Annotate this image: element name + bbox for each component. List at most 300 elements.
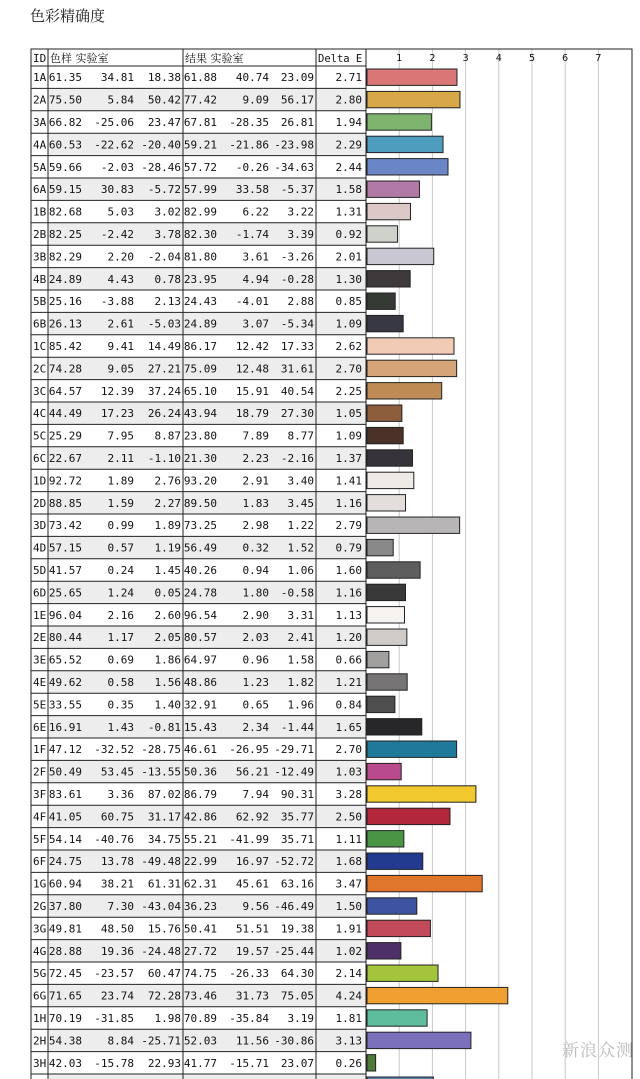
sample-a: 9.41 (107, 340, 134, 353)
delta-e-bar (367, 875, 482, 891)
delta-e-value: 4.24 (335, 989, 362, 1003)
result-b: 64.30 (280, 967, 314, 981)
result-b: -25.44 (274, 944, 314, 958)
sample-b: 87.02 (147, 788, 181, 801)
sample-a: 1.89 (107, 474, 134, 488)
sample-b: 60.47 (147, 967, 181, 981)
sample-a: 0.24 (107, 564, 134, 577)
result-a: 11.56 (235, 1034, 269, 1048)
result-b: 3.40 (287, 474, 314, 488)
delta-e-bar (367, 584, 406, 600)
delta-e-bar (367, 248, 434, 264)
delta-e-value: 1.58 (335, 183, 362, 197)
result-l: 70.89 (183, 1012, 217, 1025)
delta-e-value: 2.01 (335, 250, 362, 264)
result-l: 24.78 (183, 586, 217, 600)
row-id: 6G (33, 989, 47, 1003)
sample-l: 24.75 (48, 855, 82, 869)
row-id: 2F (33, 765, 47, 779)
sample-a: 2.16 (107, 608, 134, 622)
result-l: 40.26 (183, 564, 217, 577)
sample-l: 60.94 (48, 877, 82, 891)
delta-e-bar (367, 114, 431, 130)
result-a: -41.99 (229, 832, 269, 846)
sample-b: 1.98 (154, 1012, 181, 1025)
result-l: 73.25 (183, 519, 217, 533)
delta-e-bar (367, 1010, 427, 1026)
sample-b: 2.76 (154, 474, 181, 488)
result-b: 2.88 (287, 295, 314, 309)
delta-e-value: 1.68 (335, 855, 362, 869)
delta-e-value: 0.79 (335, 541, 362, 555)
delta-e-value: 1.37 (335, 452, 362, 465)
sample-b: 18.38 (147, 71, 181, 85)
sample-l: 61.35 (48, 71, 82, 85)
result-l: 24.43 (183, 295, 217, 309)
result-b: -29.71 (274, 743, 314, 757)
row-id: 5A (33, 160, 47, 174)
sample-a: 34.81 (100, 71, 134, 85)
delta-e-value: 3.13 (335, 1034, 362, 1048)
delta-e-value: 2.14 (335, 967, 362, 981)
result-a: -28.35 (229, 116, 269, 129)
delta-e-bar (367, 427, 403, 443)
delta-e-bar (367, 696, 395, 712)
sample-l: 82.29 (48, 250, 82, 264)
result-a: 1.80 (242, 586, 269, 600)
result-a: 19.57 (235, 944, 269, 958)
row-id: 1E (33, 608, 47, 622)
delta-e-bar (367, 651, 389, 667)
delta-e-bar (367, 607, 405, 623)
sample-l: 25.29 (48, 429, 82, 443)
x-tick-label: 2 (429, 53, 436, 64)
result-l: 59.21 (183, 138, 217, 152)
row-id: 3E (33, 653, 47, 667)
delta-e-bar (367, 1055, 376, 1071)
sample-a: -15.78 (94, 1056, 134, 1070)
sample-l: 92.72 (48, 474, 82, 488)
x-tick-label: 7 (595, 53, 602, 64)
result-a: -15.71 (229, 1056, 269, 1070)
sample-a: 38.21 (100, 877, 134, 891)
sample-l: 16.91 (48, 720, 82, 734)
sample-a: 2.61 (107, 317, 134, 331)
result-b: -34.63 (274, 160, 314, 174)
delta-e-value: 1.09 (335, 429, 362, 443)
sample-l: 83.61 (48, 788, 82, 801)
result-b: 3.39 (287, 228, 314, 241)
result-l: 93.20 (183, 474, 217, 488)
delta-e-bar (367, 831, 404, 847)
sample-a: 19.36 (100, 944, 134, 958)
row-id: 1G (33, 877, 47, 891)
result-a: 2.91 (242, 474, 269, 488)
result-b: 23.07 (280, 1056, 314, 1070)
sample-b: -1.10 (147, 452, 181, 465)
sample-a: -32.52 (94, 743, 134, 757)
delta-e-value: 1.20 (335, 631, 362, 645)
sample-l: 54.14 (48, 832, 82, 846)
result-l: 32.91 (183, 698, 217, 712)
result-b: 1.22 (287, 519, 314, 533)
header-sample-lab: 色样 实验室 (50, 52, 109, 65)
result-b: 3.31 (287, 608, 314, 622)
row-id: 5B (33, 295, 47, 309)
sample-l: 28.88 (48, 944, 82, 958)
sample-l: 59.66 (48, 160, 82, 174)
result-b: 1.96 (287, 698, 314, 712)
result-b: 31.61 (280, 362, 314, 376)
delta-e-value: 1.09 (335, 317, 362, 331)
row-id: 4F (33, 810, 47, 824)
delta-e-value: 1.41 (335, 474, 362, 488)
result-b: 1.58 (287, 653, 314, 667)
result-a: 45.61 (235, 877, 269, 891)
result-b: 90.31 (280, 788, 314, 801)
sample-a: 2.11 (107, 452, 134, 465)
delta-e-value: 0.84 (335, 698, 362, 712)
sample-l: 80.44 (48, 631, 82, 645)
result-l: 62.31 (183, 877, 217, 891)
delta-e-bar (367, 136, 443, 152)
sample-a: 9.05 (107, 362, 134, 376)
delta-e-bar (367, 539, 393, 555)
delta-e-bar (367, 786, 476, 802)
sample-a: 12.39 (100, 384, 134, 398)
sample-l: 25.65 (48, 586, 82, 600)
sample-b: -0.81 (147, 720, 181, 734)
result-l: 86.79 (183, 788, 217, 801)
delta-e-value: 2.70 (335, 362, 362, 376)
result-b: 19.38 (280, 922, 314, 936)
x-tick-label: 6 (562, 53, 569, 64)
result-l: 80.57 (183, 631, 217, 645)
sample-a: 0.58 (107, 676, 134, 689)
header-result-lab: 结果 实验室 (185, 52, 244, 65)
result-l: 96.54 (183, 608, 217, 622)
row-id: 6F (33, 855, 47, 869)
delta-e-value: 1.94 (335, 116, 362, 129)
result-a: 0.65 (242, 698, 269, 712)
delta-e-value: 1.21 (335, 676, 362, 689)
delta-e-bar (367, 360, 457, 376)
sample-b: 0.78 (154, 272, 181, 286)
row-id: 3F (33, 788, 47, 801)
delta-e-value: 1.65 (335, 720, 362, 734)
row-id: 1A (33, 71, 47, 85)
row-id: 2D (33, 496, 47, 510)
x-tick-label: 3 (462, 53, 469, 64)
sample-a: 7.30 (107, 900, 134, 913)
delta-e-value: 0.66 (335, 653, 362, 667)
delta-e-value: 3.28 (335, 788, 362, 801)
result-b: -12.49 (274, 765, 314, 779)
sample-a: 48.50 (100, 922, 134, 936)
sample-a: -23.57 (94, 967, 134, 981)
delta-e-value: 1.03 (335, 765, 362, 779)
result-a: 15.91 (235, 384, 269, 398)
sample-a: 2.20 (107, 250, 134, 264)
sample-b: 1.40 (154, 698, 181, 712)
result-a: 9.09 (242, 93, 269, 107)
delta-e-value: 1.81 (335, 1012, 362, 1025)
result-b: 35.77 (280, 810, 314, 824)
sample-a: -25.06 (94, 116, 134, 129)
sample-a: 17.23 (100, 407, 134, 421)
delta-e-bar (367, 965, 438, 981)
result-a: 16.97 (235, 855, 269, 869)
result-a: 7.89 (242, 429, 269, 443)
sample-l: 41.05 (48, 810, 82, 824)
x-tick-label: 1 (396, 53, 403, 64)
row-id: 2H (33, 1034, 47, 1048)
sample-l: 44.49 (48, 407, 82, 421)
result-b: -0.28 (280, 272, 314, 286)
result-l: 48.86 (183, 676, 217, 689)
delta-e-value: 1.30 (335, 272, 362, 286)
result-l: 50.41 (183, 922, 217, 936)
sample-b: 72.28 (147, 989, 181, 1003)
result-l: 41.77 (183, 1056, 217, 1070)
delta-e-value: 2.50 (335, 810, 362, 824)
sample-b: -49.48 (141, 855, 181, 869)
sample-b: 31.17 (147, 810, 181, 824)
result-a: 40.74 (235, 71, 269, 85)
result-a: 3.07 (242, 317, 269, 331)
delta-e-value: 1.05 (335, 407, 362, 421)
row-id: 3H (33, 1056, 47, 1070)
sample-a: 0.69 (107, 653, 134, 667)
watermark: 新浪众测 (562, 1041, 634, 1061)
sample-l: 72.45 (48, 967, 82, 981)
sample-a: 60.75 (100, 810, 134, 824)
sample-b: 1.56 (154, 676, 181, 689)
sample-l: 74.28 (48, 362, 82, 376)
delta-e-bar (367, 226, 398, 242)
result-a: 9.56 (242, 900, 269, 913)
delta-e-bar (367, 763, 401, 779)
result-l: 56.49 (183, 541, 217, 555)
row-id: 3C (33, 384, 47, 398)
delta-e-bar (367, 405, 402, 421)
sample-a: 3.36 (107, 788, 134, 801)
sample-b: -2.04 (147, 250, 181, 264)
sample-l: 26.13 (48, 317, 82, 331)
delta-e-value: 1.91 (335, 922, 362, 936)
delta-e-value: 1.16 (335, 496, 362, 510)
sample-a: 5.84 (107, 93, 134, 107)
delta-e-value: 1.50 (335, 900, 362, 913)
sample-b: 50.42 (147, 93, 181, 107)
sample-a: -31.85 (94, 1012, 134, 1025)
delta-e-bar (367, 450, 412, 466)
result-a: 51.51 (235, 922, 269, 936)
sample-b: 27.21 (147, 362, 181, 376)
sample-b: -5.03 (147, 317, 181, 331)
sample-a: -2.42 (100, 228, 134, 241)
result-l: 36.23 (183, 900, 217, 913)
delta-e-bar (367, 517, 460, 533)
sample-b: 15.76 (147, 922, 181, 936)
row-id: 4A (33, 138, 47, 152)
delta-e-bar (367, 719, 422, 735)
row-id: 2E (33, 631, 47, 645)
result-l: 24.89 (183, 317, 217, 331)
sample-b: -13.55 (141, 765, 181, 779)
result-b: 3.22 (287, 205, 314, 219)
delta-e-bar (367, 674, 407, 690)
sample-l: 65.52 (48, 653, 82, 667)
row-id: 6A (33, 183, 47, 197)
sample-a: -3.88 (100, 295, 134, 309)
sample-l: 59.15 (48, 183, 82, 197)
delta-e-bar (367, 853, 423, 869)
delta-e-bar (367, 383, 442, 399)
result-b: 56.17 (280, 93, 314, 107)
result-l: 73.46 (183, 989, 217, 1003)
delta-e-value: 2.62 (335, 340, 362, 353)
delta-e-bar (367, 629, 407, 645)
delta-e-bar (367, 920, 430, 936)
sample-b: 61.31 (147, 877, 181, 891)
sample-l: 64.57 (48, 384, 82, 398)
delta-e-value: 1.60 (335, 564, 362, 577)
delta-e-value: 2.79 (335, 519, 362, 533)
delta-e-bar (367, 69, 457, 85)
result-b: 40.54 (280, 384, 314, 398)
delta-e-value: 1.31 (335, 205, 362, 219)
x-tick-label: 5 (528, 53, 536, 64)
sample-b: 1.45 (154, 564, 181, 577)
delta-e-bar (367, 472, 414, 488)
sample-b: -28.46 (141, 160, 181, 174)
header-delta-e: Delta E (318, 53, 363, 65)
result-b: 35.71 (280, 832, 314, 846)
row-id: 5E (33, 698, 47, 712)
sample-a: 7.95 (107, 429, 134, 443)
result-a: -0.26 (235, 160, 269, 174)
result-b: -52.72 (274, 855, 314, 869)
sample-l: 42.03 (48, 1056, 82, 1070)
sample-b: 3.02 (154, 205, 181, 219)
delta-e-bar (367, 943, 401, 959)
sample-l: 70.19 (48, 1012, 82, 1025)
sample-b: 8.87 (154, 429, 181, 443)
result-a: -26.33 (229, 967, 269, 981)
sample-a: 0.35 (107, 698, 134, 712)
delta-e-value: 1.13 (335, 608, 362, 622)
result-l: 52.03 (183, 1034, 217, 1048)
delta-e-bar (367, 315, 403, 331)
sample-l: 82.25 (48, 228, 82, 241)
sample-l: 22.67 (48, 452, 82, 465)
result-l: 42.86 (183, 810, 217, 824)
result-a: -1.74 (235, 228, 269, 241)
sample-a: -22.62 (94, 138, 134, 152)
sample-a: 13.78 (100, 855, 134, 869)
sample-l: 75.50 (48, 93, 82, 107)
result-l: 55.21 (183, 832, 217, 846)
sample-b: -25.71 (141, 1034, 181, 1048)
result-a: 3.61 (242, 250, 269, 264)
result-a: 6.22 (242, 205, 269, 219)
delta-e-value: 0.92 (335, 228, 362, 241)
sample-a: 5.03 (107, 205, 134, 219)
delta-e-bar (367, 495, 406, 511)
sample-a: -40.76 (94, 832, 134, 846)
delta-e-bar (367, 271, 410, 287)
sample-l: 49.81 (48, 922, 82, 936)
row-id: 1C (33, 340, 47, 353)
result-l: 67.81 (183, 116, 217, 129)
row-id: 2B (33, 228, 47, 241)
result-l: 50.36 (183, 765, 217, 779)
result-l: 46.61 (183, 743, 217, 757)
header-id: ID (33, 52, 47, 65)
result-a: 33.58 (235, 183, 269, 197)
sample-l: 49.62 (48, 676, 82, 689)
sample-l: 96.04 (48, 608, 82, 622)
delta-e-value: 2.80 (335, 93, 362, 107)
result-b: -1.44 (280, 720, 314, 734)
sample-a: 4.43 (107, 272, 134, 286)
result-l: 64.97 (183, 653, 217, 667)
sample-a: 0.57 (107, 541, 134, 555)
result-l: 22.99 (183, 855, 217, 869)
sample-a: 53.45 (100, 765, 134, 779)
row-id: 6D (33, 586, 47, 600)
result-a: 12.42 (235, 340, 269, 353)
result-b: -5.34 (280, 317, 314, 331)
sample-b: -24.48 (141, 944, 181, 958)
row-id: 3D (33, 519, 47, 533)
sample-a: 1.24 (107, 586, 134, 600)
result-b: -30.86 (274, 1034, 314, 1048)
result-l: 82.99 (183, 205, 217, 219)
result-a: 1.83 (242, 496, 269, 510)
result-a: 2.23 (242, 452, 269, 465)
sample-a: 1.43 (107, 720, 134, 734)
sample-l: 47.12 (48, 743, 82, 757)
sample-l: 85.42 (48, 340, 82, 353)
row-id: 3A (33, 116, 47, 129)
row-id: 5D (33, 564, 47, 577)
result-l: 75.09 (183, 362, 217, 376)
delta-e-bar (367, 1032, 471, 1048)
sample-l: 41.57 (48, 564, 82, 577)
result-l: 89.50 (183, 496, 217, 510)
sample-b: 2.27 (154, 496, 181, 510)
row-id: 4E (33, 676, 47, 689)
result-a: 2.03 (242, 631, 269, 645)
delta-e-bar (367, 741, 457, 757)
delta-e-value: 0.26 (335, 1056, 362, 1070)
result-l: 15.43 (183, 720, 217, 734)
sample-a: 8.84 (107, 1034, 134, 1048)
sample-l: 88.85 (48, 496, 82, 510)
sample-b: 37.24 (147, 384, 181, 398)
result-a: 7.94 (242, 788, 269, 801)
delta-e-bar (367, 293, 395, 309)
sample-b: 2.60 (154, 608, 181, 622)
delta-e-bar (367, 91, 460, 107)
sample-b: 3.78 (154, 228, 181, 241)
result-l: 23.95 (183, 272, 217, 286)
result-l: 43.94 (183, 407, 217, 421)
row-id: 6E (33, 720, 47, 734)
row-id: 2A (33, 93, 47, 107)
